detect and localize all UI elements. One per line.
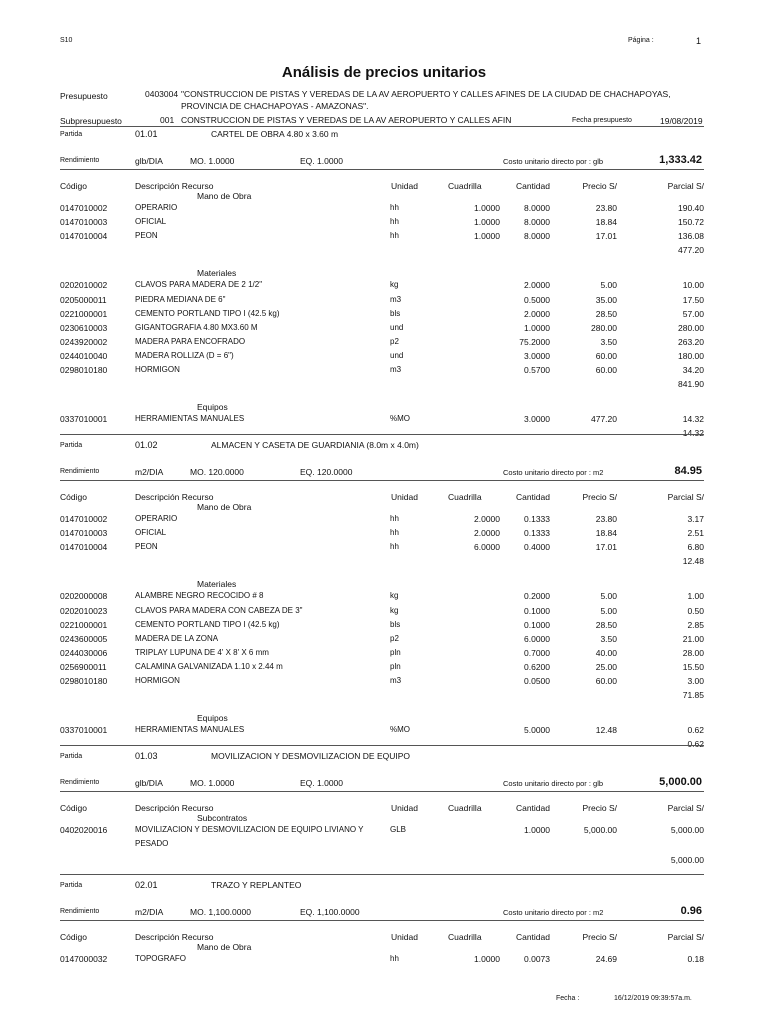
partida-divider bbox=[60, 791, 704, 792]
row-cuadrilla: 2.0000 bbox=[474, 514, 500, 524]
row-codigo: 0147010002 bbox=[60, 514, 108, 524]
partida-divider bbox=[60, 169, 704, 170]
row-codigo: 0147010003 bbox=[60, 217, 108, 228]
col-header-precio: Precio S/ bbox=[582, 181, 617, 191]
eq-value: EQ. 1.0000 bbox=[300, 156, 344, 166]
row-descripcion: CLAVOS PARA MADERA DE 2 1/2" bbox=[135, 280, 263, 290]
col-header-cuadrilla: Cuadrilla bbox=[448, 803, 482, 813]
row-unidad: pln bbox=[390, 647, 401, 657]
subpresupuesto-text: CONSTRUCCION DE PISTAS Y VEREDAS DE LA AV AEROPUERTO Y CALLES AFIN bbox=[181, 115, 512, 125]
row-precio: 17.01 bbox=[595, 542, 617, 553]
row-cantidad: 0.7000 bbox=[524, 647, 550, 658]
row-parcial: 0.18 bbox=[687, 954, 704, 964]
row-parcial: 150.72 bbox=[678, 217, 704, 228]
row-precio: 35.00 bbox=[595, 294, 617, 305]
group-subtotal: 12.48 bbox=[682, 556, 704, 567]
row-descripcion: HERRAMIENTAS MANUALES bbox=[135, 725, 245, 735]
group-title: Mano de Obra bbox=[197, 942, 252, 952]
row-descripcion: TRIPLAY LUPUNA DE 4' X 8' X 6 mm bbox=[135, 647, 269, 657]
software-label: S10 bbox=[60, 37, 73, 44]
row-unidad: %MO bbox=[390, 414, 410, 424]
row-descripcion: CEMENTO PORTLAND TIPO I (42.5 kg) bbox=[135, 308, 280, 318]
row-codigo: 0221000001 bbox=[60, 619, 108, 630]
row-descripcion: OPERARIO bbox=[135, 203, 178, 212]
partida-name: MOVILIZACION Y DESMOVILIZACION DE EQUIPO bbox=[211, 751, 411, 761]
row-cantidad: 0.6200 bbox=[524, 661, 550, 672]
row-precio: 3.50 bbox=[600, 336, 617, 347]
row-codigo: 0298010180 bbox=[60, 676, 108, 686]
row-unidad: und bbox=[390, 350, 404, 360]
row-precio: 17.01 bbox=[595, 231, 617, 242]
row-cantidad: 1.0000 bbox=[524, 825, 550, 835]
row-precio: 60.00 bbox=[595, 365, 617, 375]
row-precio: 12.48 bbox=[595, 725, 617, 736]
partida-label: Partida bbox=[60, 131, 83, 138]
row-unidad: hh bbox=[390, 231, 399, 241]
row-parcial: 57.00 bbox=[682, 308, 704, 319]
row-parcial: 190.40 bbox=[678, 203, 704, 213]
row-cantidad: 0.4000 bbox=[524, 542, 550, 553]
row-unidad: und bbox=[390, 322, 404, 332]
row-cantidad: 8.0000 bbox=[524, 231, 550, 242]
row-precio: 18.84 bbox=[595, 217, 617, 228]
row-descripcion: CALAMINA GALVANIZADA 1.10 x 2.44 m bbox=[135, 661, 283, 671]
row-precio: 5.00 bbox=[600, 605, 617, 616]
partida-name: CARTEL DE OBRA 4.80 x 3.60 m bbox=[211, 129, 339, 139]
row-cantidad: 5.0000 bbox=[524, 725, 550, 736]
row-parcial: 17.50 bbox=[682, 294, 704, 305]
row-precio: 28.50 bbox=[595, 619, 617, 630]
row-codigo: 0202010002 bbox=[60, 280, 108, 291]
row-unidad: GLB bbox=[390, 825, 407, 834]
row-descripcion: TOPOGRAFO bbox=[135, 954, 186, 963]
group-subtotal: 14.32 bbox=[682, 428, 704, 439]
col-header-cantidad: Cantidad bbox=[515, 492, 550, 502]
row-parcial: 136.08 bbox=[678, 231, 704, 242]
row-descripcion: OFICIAL bbox=[135, 217, 167, 227]
row-unidad: m3 bbox=[390, 676, 402, 685]
presupuesto-label: Presupuesto bbox=[60, 91, 108, 101]
costo-unitario-value: 84.95 bbox=[674, 465, 702, 477]
row-descripcion: PEON bbox=[135, 542, 158, 552]
row-unidad: kg bbox=[390, 605, 399, 615]
row-unidad: p2 bbox=[390, 336, 399, 346]
costo-unitario-label: Costo unitario directo por : glb bbox=[503, 779, 604, 788]
eq-value: EQ. 1,100.0000 bbox=[300, 907, 360, 917]
costo-unitario-label: Costo unitario directo por : glb bbox=[503, 157, 604, 166]
col-header-cuadrilla: Cuadrilla bbox=[448, 492, 482, 502]
row-precio: 23.80 bbox=[595, 514, 617, 524]
row-unidad: p2 bbox=[390, 633, 399, 643]
col-header-cantidad: Cantidad bbox=[515, 803, 550, 813]
row-descripcion: PIEDRA MEDIANA DE 6" bbox=[135, 294, 226, 304]
row-precio: 40.00 bbox=[595, 647, 617, 658]
row-precio: 477.20 bbox=[591, 414, 617, 425]
partida-name: ALMACEN Y CASETA DE GUARDIANIA (8.0m x 4.0m) bbox=[211, 440, 419, 450]
row-codigo: 0147010002 bbox=[60, 203, 108, 213]
row-codigo: 0147000032 bbox=[60, 954, 108, 964]
row-cantidad: 0.0073 bbox=[524, 954, 550, 964]
row-cuadrilla: 1.0000 bbox=[474, 231, 500, 242]
col-header-parcial: Parcial S/ bbox=[667, 803, 704, 813]
col-header-parcial: Parcial S/ bbox=[667, 932, 704, 942]
col-header-codigo: Código bbox=[60, 932, 87, 942]
row-cantidad: 2.0000 bbox=[524, 280, 550, 291]
row-codigo: 0205000011 bbox=[60, 294, 107, 305]
col-header-precio: Precio S/ bbox=[582, 932, 617, 942]
group-title: Subcontratos bbox=[197, 813, 248, 823]
row-unidad: hh bbox=[390, 954, 399, 963]
row-cantidad: 0.5700 bbox=[524, 365, 550, 375]
partida-end-divider bbox=[60, 874, 704, 875]
row-unidad: hh bbox=[390, 514, 399, 523]
row-codigo: 0202000008 bbox=[60, 591, 108, 602]
row-codigo: 0147010004 bbox=[60, 231, 108, 242]
rendimiento-label: Rendimiento bbox=[60, 908, 100, 915]
row-parcial: 2.85 bbox=[687, 619, 704, 630]
row-cuadrilla: 1.0000 bbox=[474, 954, 500, 964]
col-header-codigo: Código bbox=[60, 492, 87, 502]
subpresupuesto-label: Subpresupuesto bbox=[60, 116, 122, 126]
row-codigo: 0337010001 bbox=[60, 414, 108, 425]
row-descripcion: HERRAMIENTAS MANUALES bbox=[135, 414, 245, 424]
rendimiento-label: Rendimiento bbox=[60, 157, 100, 164]
row-parcial: 3.00 bbox=[687, 676, 704, 686]
row-cuadrilla: 1.0000 bbox=[474, 203, 500, 213]
row-descripcion: PEON bbox=[135, 231, 158, 241]
mo-value: MO. 120.0000 bbox=[190, 467, 244, 477]
rendimiento-unit: glb/DIA bbox=[135, 156, 163, 166]
group-subtotal: 71.85 bbox=[682, 690, 704, 701]
col-header-descripcion: Descripción Recurso bbox=[135, 803, 214, 813]
group-title: Equipos bbox=[197, 402, 228, 413]
row-unidad: hh bbox=[390, 528, 399, 538]
row-descripcion: MADERA PARA ENCOFRADO bbox=[135, 336, 246, 346]
row-codigo: 0256900011 bbox=[60, 661, 107, 672]
row-descripcion: MADERA ROLLIZA (D = 6") bbox=[135, 350, 234, 360]
partida-name: TRAZO Y REPLANTEO bbox=[211, 880, 302, 890]
row-unidad: hh bbox=[390, 203, 399, 212]
row-precio: 280.00 bbox=[591, 322, 617, 333]
col-header-unidad: Unidad bbox=[391, 932, 418, 942]
row-precio: 25.00 bbox=[595, 661, 617, 672]
row-unidad: hh bbox=[390, 217, 399, 227]
group-title: Mano de Obra bbox=[197, 502, 252, 512]
row-descripcion: OFICIAL bbox=[135, 528, 167, 538]
partida-code: 02.01 bbox=[135, 880, 158, 890]
mo-value: MO. 1.0000 bbox=[190, 778, 235, 788]
partida-end-divider bbox=[60, 434, 704, 435]
col-header-cantidad: Cantidad bbox=[515, 181, 550, 191]
row-unidad: kg bbox=[390, 280, 399, 290]
col-header-precio: Precio S/ bbox=[582, 803, 617, 813]
row-descripcion: CLAVOS PARA MADERA CON CABEZA DE 3" bbox=[135, 605, 303, 615]
col-header-codigo: Código bbox=[60, 181, 87, 191]
row-codigo: 0298010180 bbox=[60, 365, 108, 375]
row-precio: 60.00 bbox=[595, 350, 617, 361]
row-codigo: 0243920002 bbox=[60, 336, 108, 347]
eq-value: EQ. 1.0000 bbox=[300, 778, 344, 788]
group-title: Mano de Obra bbox=[197, 191, 252, 201]
group-subtotal: 0.62 bbox=[687, 739, 704, 750]
row-precio: 23.80 bbox=[595, 203, 617, 213]
row-cantidad: 0.2000 bbox=[524, 591, 550, 602]
row-parcial: 6.80 bbox=[687, 542, 704, 553]
row-parcial: 3.17 bbox=[687, 514, 704, 524]
row-precio: 60.00 bbox=[595, 676, 617, 686]
rendimiento-unit: m2/DIA bbox=[135, 907, 164, 917]
row-descripcion: GIGANTOGRAFIA 4.80 MX3.60 M bbox=[135, 322, 258, 332]
page-number: 1 bbox=[696, 36, 702, 46]
group-title: Equipos bbox=[197, 713, 228, 724]
group-subtotal: 841.90 bbox=[678, 379, 704, 390]
col-header-cuadrilla: Cuadrilla bbox=[448, 932, 482, 942]
col-header-unidad: Unidad bbox=[391, 181, 418, 191]
row-cantidad: 8.0000 bbox=[524, 203, 550, 213]
row-precio: 24.69 bbox=[595, 954, 617, 964]
row-unidad: m3 bbox=[390, 294, 402, 304]
row-codigo: 0244010040 bbox=[60, 350, 108, 361]
row-parcial: 34.20 bbox=[682, 365, 704, 375]
col-header-cantidad: Cantidad bbox=[515, 932, 550, 942]
row-cantidad: 0.0500 bbox=[524, 676, 550, 686]
row-descripcion: ALAMBRE NEGRO RECOCIDO # 8 bbox=[135, 591, 264, 601]
col-header-codigo: Código bbox=[60, 803, 87, 813]
row-unidad: kg bbox=[390, 591, 399, 601]
row-cantidad: 0.1333 bbox=[524, 514, 550, 524]
row-parcial: 180.00 bbox=[678, 350, 704, 361]
row-cantidad: 3.0000 bbox=[524, 350, 550, 361]
row-parcial: 0.62 bbox=[687, 725, 704, 736]
partida-label: Partida bbox=[60, 882, 83, 889]
col-header-parcial: Parcial S/ bbox=[667, 181, 704, 191]
costo-unitario-label: Costo unitario directo por : m2 bbox=[503, 908, 604, 917]
col-header-precio: Precio S/ bbox=[582, 492, 617, 502]
row-parcial: 0.50 bbox=[687, 605, 704, 616]
presupuesto-code: 0403004 bbox=[145, 89, 179, 99]
mo-value: MO. 1,100.0000 bbox=[190, 907, 251, 917]
row-descripcion: HORMIGON bbox=[135, 365, 180, 374]
row-cuadrilla: 6.0000 bbox=[474, 542, 500, 553]
row-precio: 3.50 bbox=[600, 633, 617, 644]
row-descripcion: HORMIGON bbox=[135, 676, 180, 685]
rendimiento-label: Rendimiento bbox=[60, 779, 100, 786]
row-cuadrilla: 1.0000 bbox=[474, 217, 500, 228]
rendimiento-label: Rendimiento bbox=[60, 468, 100, 475]
mo-value: MO. 1.0000 bbox=[190, 156, 235, 166]
row-precio: 28.50 bbox=[595, 308, 617, 319]
row-unidad: m3 bbox=[390, 365, 402, 374]
group-title: Materiales bbox=[197, 579, 237, 590]
row-codigo: 0243600005 bbox=[60, 633, 108, 644]
presupuesto-text-1: "CONSTRUCCION DE PISTAS Y VEREDAS DE LA AV AEROPUERTO Y CALLES AFINES DE LA CIUDAD DE CHACHAPOYAS, bbox=[181, 89, 671, 99]
presupuesto-text-2: PROVINCIA DE CHACHAPOYAS - AMAZONAS". bbox=[181, 101, 369, 111]
row-parcial: 5,000.00 bbox=[670, 825, 704, 835]
row-precio: 18.84 bbox=[595, 528, 617, 539]
row-cantidad: 2.0000 bbox=[524, 308, 550, 319]
page-title: Análisis de precios unitarios bbox=[281, 64, 487, 81]
costo-unitario-value: 0.96 bbox=[680, 905, 702, 917]
row-parcial: 15.50 bbox=[682, 661, 704, 672]
partida-divider bbox=[60, 480, 704, 481]
costo-unitario-value: 1,333.42 bbox=[659, 154, 702, 166]
costo-unitario-value: 5,000.00 bbox=[659, 776, 702, 788]
costo-unitario-label: Costo unitario directo por : m2 bbox=[503, 468, 604, 477]
row-parcial: 2.51 bbox=[687, 528, 704, 539]
footer-fecha-value: 16/12/2019 09:39:57a.m. bbox=[614, 995, 692, 1002]
partida-divider bbox=[60, 920, 704, 921]
row-codigo: 0147010003 bbox=[60, 528, 108, 539]
fecha-presupuesto: 19/08/2019 bbox=[660, 116, 703, 126]
row-precio: 5,000.00 bbox=[583, 825, 617, 835]
row-codigo: 0402020016 bbox=[60, 825, 108, 835]
row-cantidad: 6.0000 bbox=[524, 633, 550, 644]
row-precio: 5.00 bbox=[600, 591, 617, 602]
fecha-presupuesto-label: Fecha presupuesto bbox=[572, 117, 632, 124]
row-precio: 5.00 bbox=[600, 280, 617, 291]
row-parcial: 263.20 bbox=[678, 336, 704, 347]
row-parcial: 280.00 bbox=[678, 322, 704, 333]
row-cantidad: 75.2000 bbox=[519, 336, 550, 347]
col-header-parcial: Parcial S/ bbox=[667, 492, 704, 502]
row-unidad: pln bbox=[390, 661, 401, 671]
col-header-descripcion: Descripción Recurso bbox=[135, 932, 214, 942]
row-parcial: 28.00 bbox=[682, 647, 704, 658]
row-cantidad: 3.0000 bbox=[524, 414, 550, 425]
row-unidad: bls bbox=[390, 308, 401, 318]
col-header-descripcion: Descripción Recurso bbox=[135, 492, 214, 502]
footer-fecha-label: Fecha : bbox=[556, 995, 580, 1002]
row-cantidad: 8.0000 bbox=[524, 217, 550, 228]
row-cantidad: 1.0000 bbox=[524, 322, 550, 333]
col-header-descripcion: Descripción Recurso bbox=[135, 181, 214, 191]
row-codigo: 0244030006 bbox=[60, 647, 108, 658]
partida-end-divider bbox=[60, 745, 704, 746]
page-label: Página : bbox=[628, 37, 654, 44]
row-parcial: 10.00 bbox=[682, 280, 704, 291]
row-codigo: 0202010023 bbox=[60, 605, 108, 616]
row-codigo: 0147010004 bbox=[60, 542, 108, 553]
row-cantidad: 0.5000 bbox=[524, 294, 550, 305]
row-unidad: bls bbox=[390, 619, 401, 629]
rendimiento-unit: glb/DIA bbox=[135, 778, 163, 788]
row-descripcion: CEMENTO PORTLAND TIPO I (42.5 kg) bbox=[135, 619, 280, 629]
row-descripcion: MADERA DE LA ZONA bbox=[135, 633, 219, 643]
row-cantidad: 0.1000 bbox=[524, 605, 550, 616]
row-codigo: 0221000001 bbox=[60, 308, 108, 319]
col-header-unidad: Unidad bbox=[391, 492, 418, 502]
group-subtotal: 5,000.00 bbox=[670, 855, 704, 866]
row-cuadrilla: 2.0000 bbox=[474, 528, 500, 539]
row-descripcion-cont: PESADO bbox=[135, 839, 169, 849]
partida-code: 01.03 bbox=[135, 751, 158, 761]
row-codigo: 0337010001 bbox=[60, 725, 108, 736]
col-header-unidad: Unidad bbox=[391, 803, 418, 813]
row-parcial: 21.00 bbox=[682, 633, 704, 644]
partida-code: 01.01 bbox=[135, 129, 158, 139]
col-header-cuadrilla: Cuadrilla bbox=[448, 181, 482, 191]
partida-label: Partida bbox=[60, 442, 83, 449]
group-title: Materiales bbox=[197, 268, 237, 279]
row-parcial: 14.32 bbox=[682, 414, 704, 425]
group-subtotal: 477.20 bbox=[678, 245, 704, 256]
row-cantidad: 0.1000 bbox=[524, 619, 550, 630]
partida-label: Partida bbox=[60, 753, 83, 760]
subpresupuesto-code: 001 bbox=[160, 115, 175, 125]
row-parcial: 1.00 bbox=[687, 591, 704, 602]
row-cantidad: 0.1333 bbox=[524, 528, 550, 539]
eq-value: EQ. 120.0000 bbox=[300, 467, 353, 477]
row-unidad: hh bbox=[390, 542, 399, 552]
row-codigo: 0230610003 bbox=[60, 322, 108, 333]
row-descripcion: MOVILIZACION Y DESMOVILIZACION DE EQUIPO LIVIANO Y bbox=[135, 825, 364, 834]
partida-code: 01.02 bbox=[135, 440, 158, 450]
row-unidad: %MO bbox=[390, 725, 410, 735]
row-descripcion: OPERARIO bbox=[135, 514, 178, 523]
rendimiento-unit: m2/DIA bbox=[135, 467, 164, 477]
